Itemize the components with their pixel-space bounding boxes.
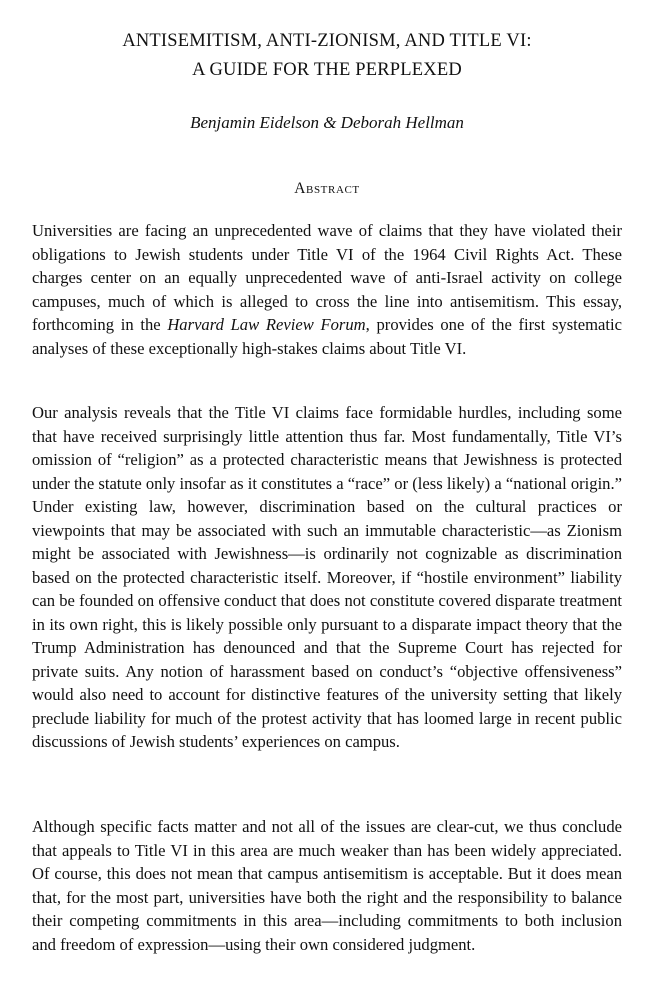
authors: Benjamin Eidelson & Deborah Hellman [190,113,464,132]
abstract-paragraph-3: Although specific facts matter and not all of the issues are clear-cut, we thus conclude that appeals to Title VI in this area are much weaker than has been widely appreciated. Of course, this does not mean that campus antisemitism is acceptable. But it does mean that, for the most part, universities have both the right and the responsibility to balance their competing commitments in this area—including commitments to both inclusion and freedom of expression—using their own considered judgment. [32,817,622,954]
paragraph-1-text-b: , provides one of the first systematic analyses of these exceptionally high-stakes claims about Title VI. [32,315,622,358]
title-line-1: ANTISEMITISM, ANTI-ZIONISM, AND TITLE VI: [122,31,532,51]
abstract-paragraph-2: Our analysis reveals that the Title VI claims face formidable hurdles, including some that have received surprisingly little attention thus far. Most fundamentally, Title VI’s omission of “religion” as a protected characteristic means that Jewishness is protected under the statute only insofar as it constitutes a “race” or (less likely) a “national origin.” Under existing law, however, discrimination based on the cultural practices or viewpoints that may be associated with such an immutable characteristic—as Zionism might be associated with Jewishness—is ordinarily not cognizable as discrimination based on the protected characteristic itself. Moreover, if “hostile environment” liability can be founded on offensive conduct that does not constitute covered disparate treatment in its own right, this is likely possible only pursuant to a disparate impact theory that the Trump Administration has denounced and that the Supreme Court has rejected for private suits. Any notion of harassment based on conduct’s “objective offensiveness” would also need to account for distinctive features of the university setting that likely preclude liability for much of the protest activity that has loomed large in recent public discussions of Jewish students’ experiences on campus. [32,403,622,751]
abstract-paragraph-1 [32,219,622,360]
journal-name: Harvard Law Review Forum [167,315,366,334]
abstract-heading: Abstract [294,180,360,197]
paragraph-1-text-a: Universities are facing an unprecedented wave of claims that they have violated their obligations to Jewish students under Title VI of the 1964 Civil Rights Act. These charges center on an equally unprecedented wave of anti-Israel activity on college campuses, much of which is alleged to cross the line into antisemitism. This essay, forthcoming in the [32,221,622,334]
title-line-2: A GUIDE FOR THE PERPLEXED [192,60,462,80]
